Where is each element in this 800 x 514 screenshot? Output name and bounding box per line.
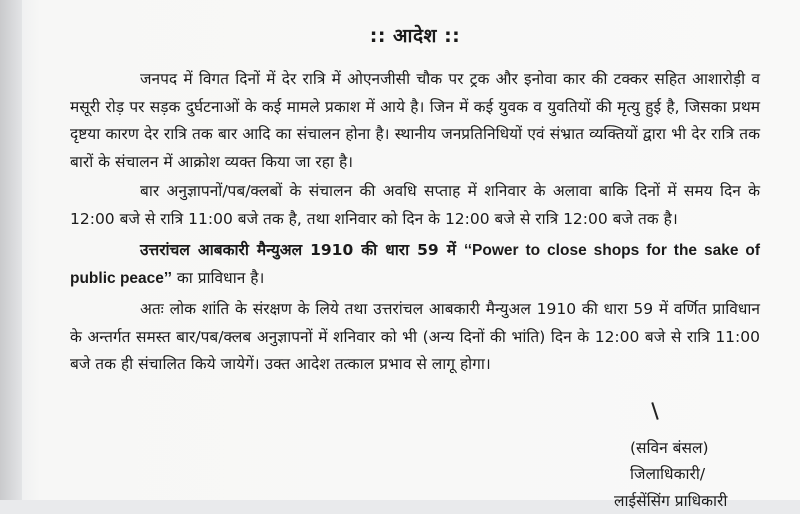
- order-document: [70, 22, 760, 379]
- provision-suffix: का प्राविधान है।: [171, 268, 265, 287]
- paragraph-timings: बार अनुज्ञापनों/पब/क्लबों के संचालन की अवधि सप्ताह में शनिवार के अलावा बाकि दिनों में समय दिन के 12:00 बजे से रात्रि 11:00 बजे तक है, तथा शनिवार को दिन के 12:00 बजे से रात्रि 12:00 बजे तक है।: [70, 182, 760, 228]
- scan-edge-shadow: [0, 0, 22, 500]
- signatory-name: (सविन बंसल): [630, 439, 709, 457]
- signatory-designation: जिलाधिकारी/: [630, 465, 706, 483]
- handwritten-tick-mark: [651, 402, 658, 420]
- signature-block: [630, 435, 709, 487]
- provision-quote: ‘‘Power to close shops for the sake of public peace’’: [70, 242, 760, 287]
- paragraph-incidents: जनपद में विगत दिनों में देर रात्रि में ओएनजीसी चौक पर ट्रक और इनोवा कार की टक्कर सहित आशारोड़ी व मसूरी रोड़ पर सड़क दुर्घटनाओं के कई मामले प्रकाश में आये है। जिन में कई युवक व युवतियों की मृत्यु हुई है, जिसका प्रथम दृष्टया कारण देर रात्रि तक बार आदि का संचालन होना है। स्थानीय जनप्रतिनिधियों एवं संभ्रात व्यक्तियों द्वारा भी देर रात्रि तक बारों के संचालन में आक्रोश व्यक्त किया जा रहा है।: [70, 70, 760, 171]
- paragraph-provision: [70, 237, 760, 292]
- paragraph-order: अतः लोक शांति के संरक्षण के लिये तथा उत्तरांचल आबकारी मैन्युअल 1910 की धारा 59 में वर्णित प्राविधान के अन्तर्गत समस्त बार/पब/क्लब अनुज्ञापनों में शनिवार को भी (अन्य दिनों की भांति) दिन के 12:00 बजे से रात्रि 11:00 बजे तक ही संचालित किये जायेगें। उक्त आदेश तत्काल प्रभाव से लागू होगा।: [70, 300, 760, 373]
- provision-prefix: उत्तरांचल आबकारी मैन्युअल 1910 की धारा 59 में: [140, 241, 465, 259]
- signatory-designation-2: लाईसेंसिंग प्राधिकारी: [614, 492, 728, 510]
- document-title: :: आदेश ::: [369, 25, 461, 47]
